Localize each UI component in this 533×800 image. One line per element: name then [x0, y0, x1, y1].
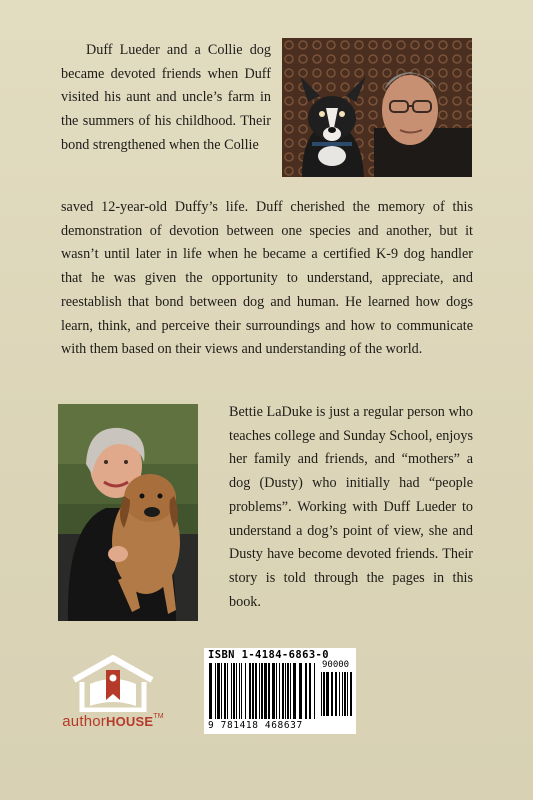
barcode-bar: [249, 663, 251, 719]
isbn-number: ISBN 1-4184-6863-0: [208, 649, 329, 661]
barcode-bar: [339, 672, 340, 716]
isbn-barcode: [204, 648, 356, 734]
barcode-bar: [314, 663, 315, 719]
barcode-bar: [299, 663, 302, 719]
barcode-bar: [221, 663, 222, 719]
barcode-bar: [342, 672, 343, 716]
barcode-bar: [323, 672, 325, 716]
price-addon-bars: [320, 672, 354, 716]
barcode-bar: [215, 663, 216, 719]
publisher-logo: [48, 654, 178, 736]
barcode-bar: [321, 672, 322, 716]
ean-bars: [208, 663, 318, 719]
ean-digits: 9 781418 468637: [208, 720, 303, 731]
publisher-trademark: TM: [153, 713, 164, 720]
barcode-bar: [350, 672, 352, 716]
barcode-bar: [276, 663, 277, 719]
barcode-bar: [344, 672, 346, 716]
author-photo-bettie-with-dog: [58, 404, 198, 621]
author-photo-bettie-illustration: [58, 404, 198, 621]
barcode-bar: [268, 663, 270, 719]
barcode-bar: [236, 663, 237, 719]
barcode-bar: [309, 663, 311, 719]
publisher-word-bold: HOUSE: [105, 714, 154, 729]
barcode-bar: [227, 663, 228, 719]
barcode-bar: [272, 663, 275, 719]
price-code: 90000: [322, 660, 350, 670]
barcode-bar: [233, 663, 235, 719]
barcode-bar: [293, 663, 296, 719]
barcode-bar: [224, 663, 226, 719]
barcode-bar: [285, 663, 286, 719]
barcode-bar: [252, 663, 254, 719]
barcode-bar: [245, 663, 246, 719]
barcode-bar: [264, 663, 267, 719]
barcode-bar: [217, 663, 220, 719]
publisher-wordmark: [48, 713, 178, 730]
barcode-bar: [241, 663, 242, 719]
barcode-bar: [331, 672, 333, 716]
barcode-bar: [239, 663, 240, 719]
author-photo-duff-with-dog: [282, 38, 472, 177]
barcode-bar: [209, 663, 212, 719]
barcode-bar: [261, 663, 263, 719]
barcode-bar: [335, 672, 337, 716]
barcode-bar: [259, 663, 260, 719]
author-photo-duff-illustration: [282, 38, 472, 177]
barcode-bar: [347, 672, 348, 716]
bio-paragraph-duff-intro: Duff Lueder and a Collie dog became devoted friends when Duff visited his aunt and uncle’s farm in the summers of his childhood. Their bond strengthened when the Collie: [61, 42, 271, 153]
house-with-bookmark-icon: [48, 654, 178, 712]
bio-paragraph-bettie: Bettie LaDuke is just a regular person who teaches college and Sunday School, enjoys her family and friends, and “mothers” a dog (Dusty) who initially had “people problems”. Working with Duff Lueder to understand a dog’s point of view, she and Dusty have become devoted friends. Their story is told through the pages in this book.: [229, 404, 473, 610]
barcode-bar: [305, 663, 307, 719]
barcode-bar: [279, 663, 280, 719]
bio-paragraph-duff-continued: saved 12-year-old Duffy’s life. Duff cherished the memory of this demonstration of devotion between one species and another, but it wasn’t until later in life when he became a certified K-9 dog handler that he was given the opportunity to understand, appreciate, and reestablish that bond between dog and human. He learned how dogs learn, think, and perceive their surroundings and how to communicate with them based on their views and understanding of the world.: [61, 199, 473, 358]
barcode-bar: [231, 663, 232, 719]
barcode-bar: [282, 663, 284, 719]
barcode-bar: [255, 663, 257, 719]
barcode-bar: [287, 663, 289, 719]
barcode-bar: [326, 672, 329, 716]
publisher-word-light: author: [62, 713, 106, 730]
barcode-bar: [290, 663, 291, 719]
